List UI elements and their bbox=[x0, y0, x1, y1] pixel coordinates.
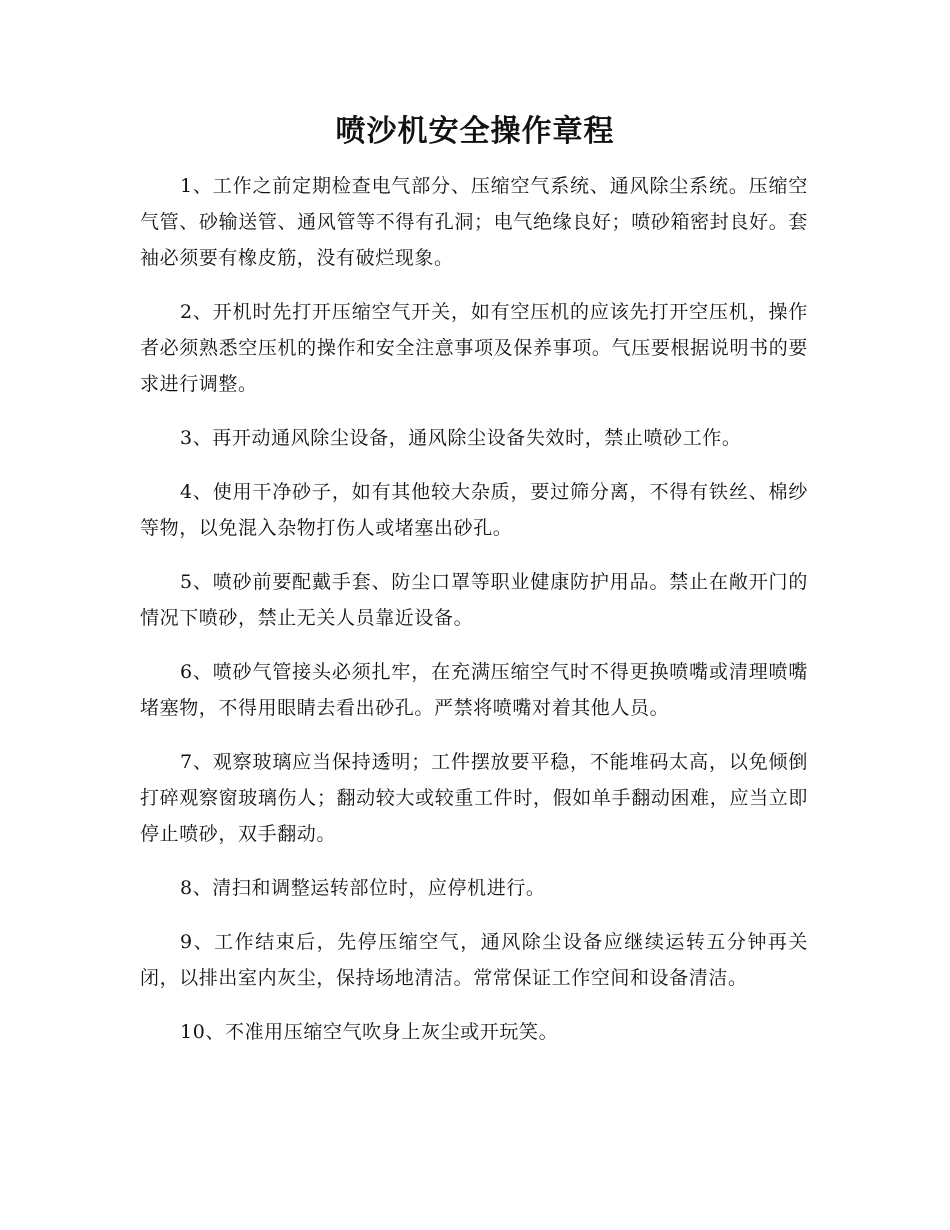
paragraph-1: 1、工作之前定期检查电气部分、压缩空气系统、通风除尘系统。压缩空气管、砂输送管、通风管等不得有孔洞；电气绝缘良好；喷砂箱密封良好。套袖必须要有橡皮筋，没有破烂现象。 bbox=[140, 175, 808, 269]
paragraph-10: 10、不准用压缩空气吹身上灰尘或开玩笑。 bbox=[180, 1021, 559, 1043]
paragraph-6: 6、喷砂气管接头必须扎牢，在充满压缩空气时不得更换喷嘴或清理喷嘴堵塞物，不得用眼睛去看出砂孔。严禁将喷嘴对着其他人员。 bbox=[140, 661, 808, 719]
paragraph-2: 2、开机时先打开压缩空气开关，如有空压机的应该先打开空压机，操作者必须熟悉空压机的操作和安全注意事项及保养事项。气压要根据说明书的要求进行调整。 bbox=[140, 301, 808, 395]
paragraph-4: 4、使用干净砂子，如有其他较大杂质，要过筛分离，不得有铁丝、棉纱等物，以免混入杂物打伤人或堵塞出砂孔。 bbox=[140, 481, 808, 539]
paragraph-9: 9、工作结束后，先停压缩空气，通风除尘设备应继续运转五分钟再关闭，以排出室内灰尘，保持场地清洁。常常保证工作空间和设备清洁。 bbox=[140, 931, 808, 989]
paragraph-5: 5、喷砂前要配戴手套、防尘口罩等职业健康防护用品。禁止在敞开门的情况下喷砂，禁止无关人员靠近设备。 bbox=[140, 571, 808, 629]
paragraph-8: 8、清扫和调整运转部位时，应停机进行。 bbox=[180, 877, 546, 899]
paragraph-7: 7、观察玻璃应当保持透明；工件摆放要平稳，不能堆码太高，以免倾倒打碎观察窗玻璃伤人；翻动较大或较重工件时，假如单手翻动困难，应当立即停止喷砂，双手翻动。 bbox=[140, 751, 808, 845]
paragraph-3: 3、再开动通风除尘设备，通风除尘设备失效时，禁止喷砂工作。 bbox=[180, 427, 742, 449]
document-body bbox=[140, 168, 808, 1068]
document-title: 喷沙机安全操作章程 bbox=[335, 114, 615, 149]
